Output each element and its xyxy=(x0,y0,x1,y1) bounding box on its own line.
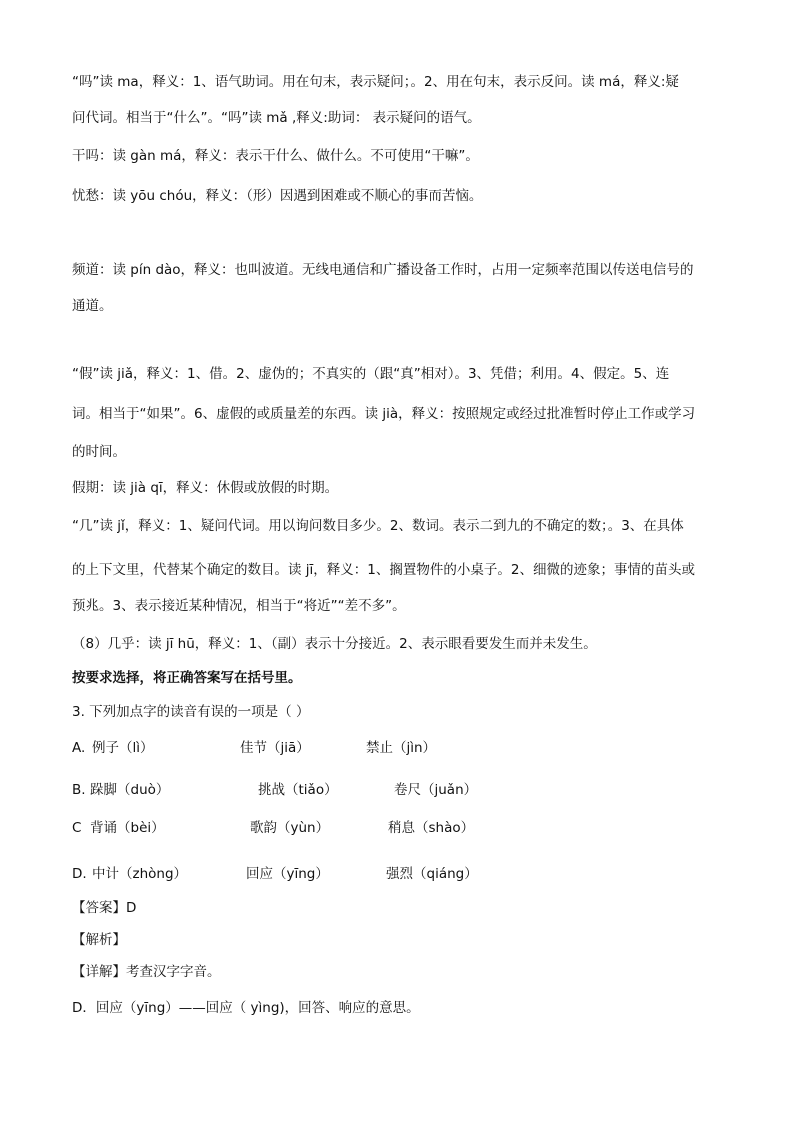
text-line-7: “假”读 jiǎ，释义：1、借。2、虚伪的；不真实的（跟“真”相对）。3、凭借；利用。4、假定。5、连 xyxy=(72,366,670,382)
option-item: 佳节（jiā） xyxy=(240,740,310,756)
option-label: C xyxy=(72,820,82,836)
option-item: 歌韵（yùn） xyxy=(250,820,330,836)
option-item: 例子（lì） xyxy=(92,740,154,756)
text-line-14: （8）几乎：读 jī hū，释义：1、（副）表示十分接近。2、表示眼看要发生而并未发生。 xyxy=(72,636,597,652)
text-line-5: 频道：读 pín dào，释义：也叫波道。无线电通信和广播设备工作时，占用一定频率范围以传送电信号的 xyxy=(72,262,694,278)
text-line-2: 问代词。相当于“什么”。“吗”读 mǎ ,释义:助词： 表示疑问的语气。 xyxy=(72,110,481,126)
answer-line: 【答案】D xyxy=(72,900,137,916)
text-line-10: 假期：读 jià qī，释义：休假或放假的时期。 xyxy=(72,480,339,496)
option-item: 卷尺（juǎn） xyxy=(394,782,478,798)
text-line-8: 词。相当于“如果”。6、虚假的或质量差的东西。读 jià，释义：按照规定或经过批准暂时停止工作或学习 xyxy=(72,406,696,422)
analysis-line: 【解析】 xyxy=(72,932,126,948)
instruction-heading: 按要求选择，将正确答案写在括号里。 xyxy=(72,670,302,686)
text-line-4: 忧愁：读 yōu chóu，释义：（形）因遇到困难或不顺心的事而苦恼。 xyxy=(72,188,483,204)
option-item: 挑战（tiǎo） xyxy=(258,782,338,798)
text-line-12: 的上下文里，代替某个确定的数目。读 jī，释义：1、搁置物件的小桌子。2、细微的迹象；事情的苗头或 xyxy=(72,562,695,578)
option-item: 中计（zhòng） xyxy=(92,866,188,882)
option-item: 跺脚（duò） xyxy=(90,782,170,798)
text-line-1: “吗”读 ma，释义：1、语气助词。用在句末，表示疑问；。2、用在句末，表示反问。读 má，释义:疑 xyxy=(72,74,679,90)
option-item: 强烈（qiáng） xyxy=(386,866,478,882)
option-label: A. xyxy=(72,740,86,756)
option-label: B. xyxy=(72,782,86,798)
text-line-3: 干吗：读 gàn má，释义：表示干什么、做什么。不可使用“干嘛”。 xyxy=(72,148,479,164)
question-text: 3. 下列加点字的读音有误的一项是（ ） xyxy=(72,704,310,720)
option-item: 背诵（bèi） xyxy=(90,820,165,836)
text-line-6: 通道。 xyxy=(72,298,113,314)
option-item: 稍息（shào） xyxy=(388,820,475,836)
option-item: 禁止（jìn） xyxy=(366,740,437,756)
detail-text-line: D．回应（yīng）——回应（ yìng)，回答、响应的意思。 xyxy=(72,1000,420,1016)
text-line-11: “几”读 jǐ，释义：1、疑问代词。用以询问数目多少。2、数词。表示二到九的不确定的数；。3、在具体 xyxy=(72,518,684,534)
option-item: 回应（yīng） xyxy=(246,866,329,882)
option-label: D. xyxy=(72,866,87,882)
text-line-13: 预兆。3、表示接近某种情况，相当于“将近”“差不多”。 xyxy=(72,598,406,614)
detail-line: 【详解】考查汉字字音。 xyxy=(72,964,221,980)
text-line-9: 的时间。 xyxy=(72,444,126,460)
